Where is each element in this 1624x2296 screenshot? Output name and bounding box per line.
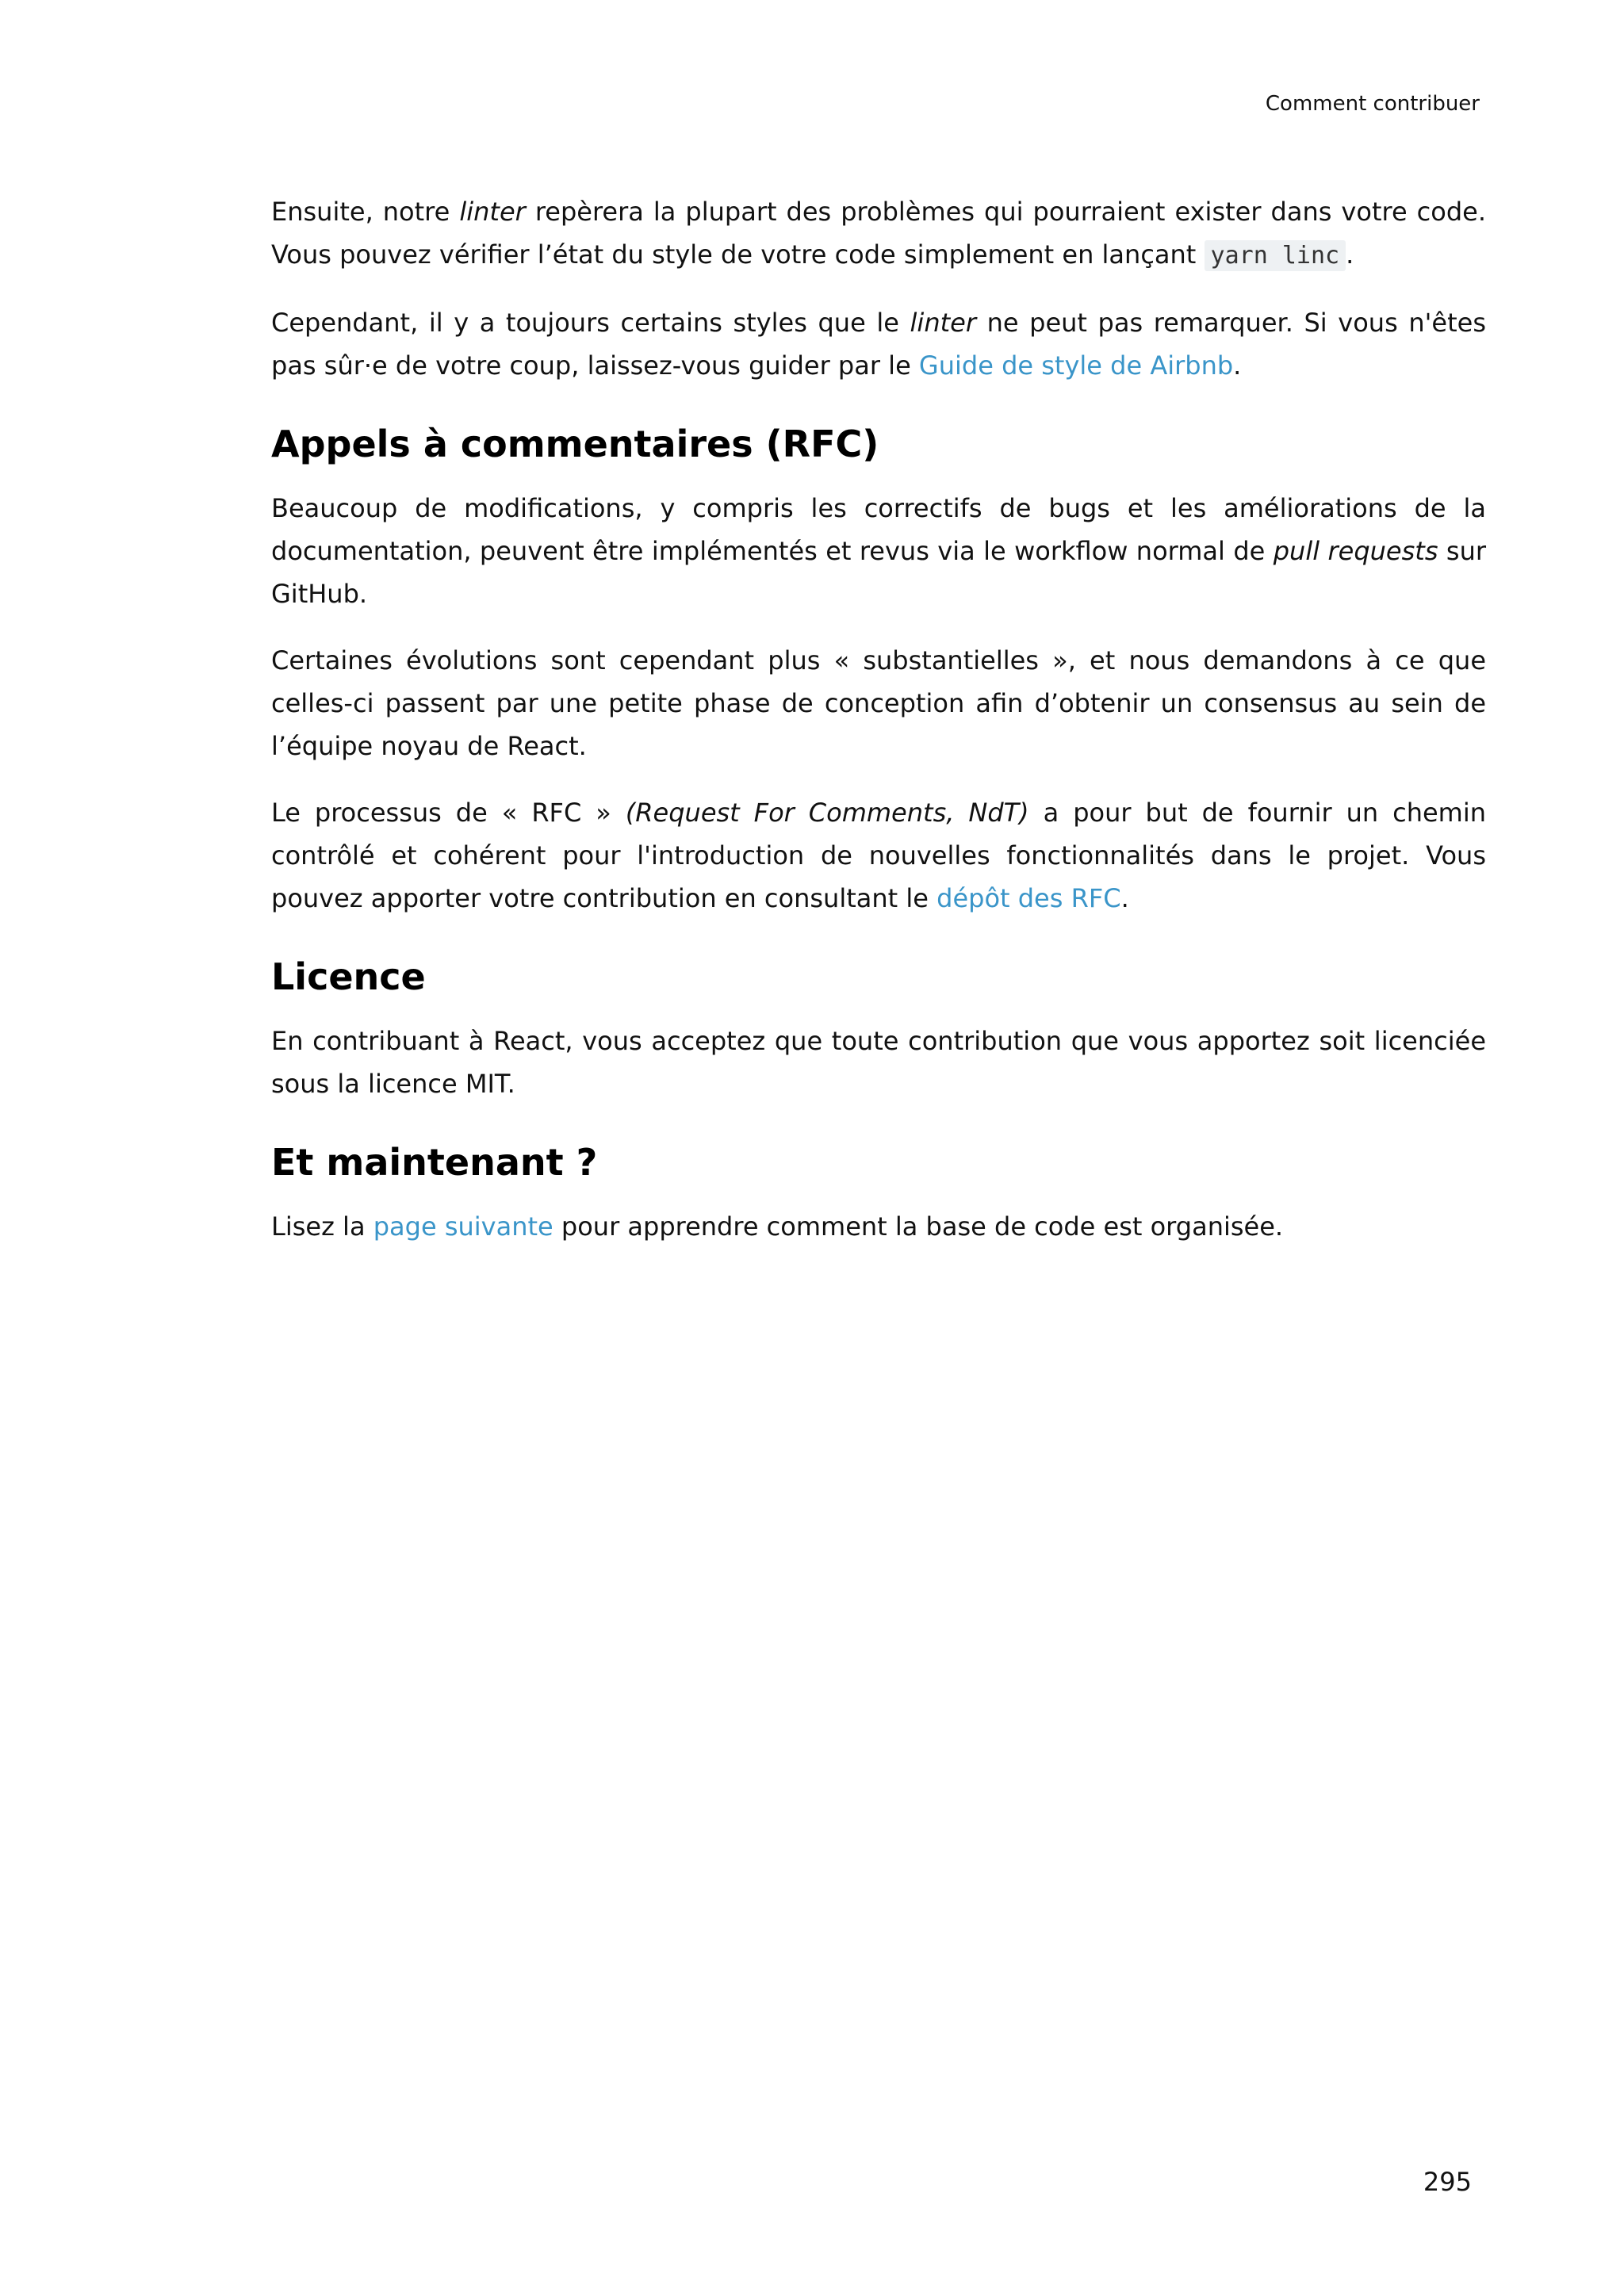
link-next-page[interactable]: page suivante — [373, 1211, 553, 1242]
heading-rfc: Appels à commentaires (RFC) — [271, 423, 879, 465]
paragraph-style-guide: Cependant, il y a toujours certains styles que le linter ne peut pas remarquer. Si vous n'êtes pas sûr·e de votre coup, laissez-vous guider par le Guide de style de Airbnb. — [271, 308, 1487, 381]
heading-next: Et maintenant ? — [271, 1141, 598, 1184]
paragraph-licence: En contribuant à React, vous acceptez que toute contribution que vous apportez soit licenciée sous la licence MIT. — [271, 1026, 1486, 1099]
emphasis-linter: linter — [459, 197, 526, 227]
emphasis-linter: linter — [910, 308, 976, 338]
paragraph-rfc-substantial: Certaines évolutions sont cependant plus « substantielles », et nous demandons à ce que celles-ci passent par une petite phase de conception afin d’obtenir un consensus au sein de l’équipe noyau de React. — [271, 645, 1486, 761]
emphasis-request-for-comments: (Request For Comments, NdT) — [625, 798, 1029, 828]
page-number: 295 — [1423, 2167, 1472, 2197]
heading-licence: Licence — [271, 955, 426, 998]
emphasis-pull-requests: pull requests — [1273, 536, 1438, 566]
paragraph-rfc-process: Le processus de « RFC » (Request For Comments, NdT) a pour but de fournir un chemin contrôlé et cohérent pour l'introduction de nouvelles fonctionnalités dans le projet. Vous pouvez apporter votre contribution en consultant le dépôt des RFC. — [271, 798, 1487, 913]
link-rfc-repository[interactable]: dépôt des RFC — [936, 883, 1121, 913]
paragraph-rfc-workflow: Beaucoup de modifications, y compris les correctifs de bugs et les améliorations de la documentation, peuvent être implémentés et revus via le workflow normal de pull requests sur GitHub. — [271, 493, 1487, 609]
running-header: Comment contribuer — [1265, 92, 1480, 116]
inline-code-yarn-linc: yarn linc — [1205, 240, 1346, 271]
paragraph-next: Lisez la page suivante pour apprendre comment la base de code est organisée. — [271, 1211, 1284, 1242]
link-airbnb-style-guide[interactable]: Guide de style de Airbnb — [918, 350, 1234, 381]
paragraph-linter: Ensuite, notre linter repèrera la plupart des problèmes qui pourraient exister dans votre code. Vous pouvez vérifier l’état du style de votre code simplement en lançant yarn linc . — [271, 197, 1487, 270]
page-content — [271, 190, 1486, 1272]
